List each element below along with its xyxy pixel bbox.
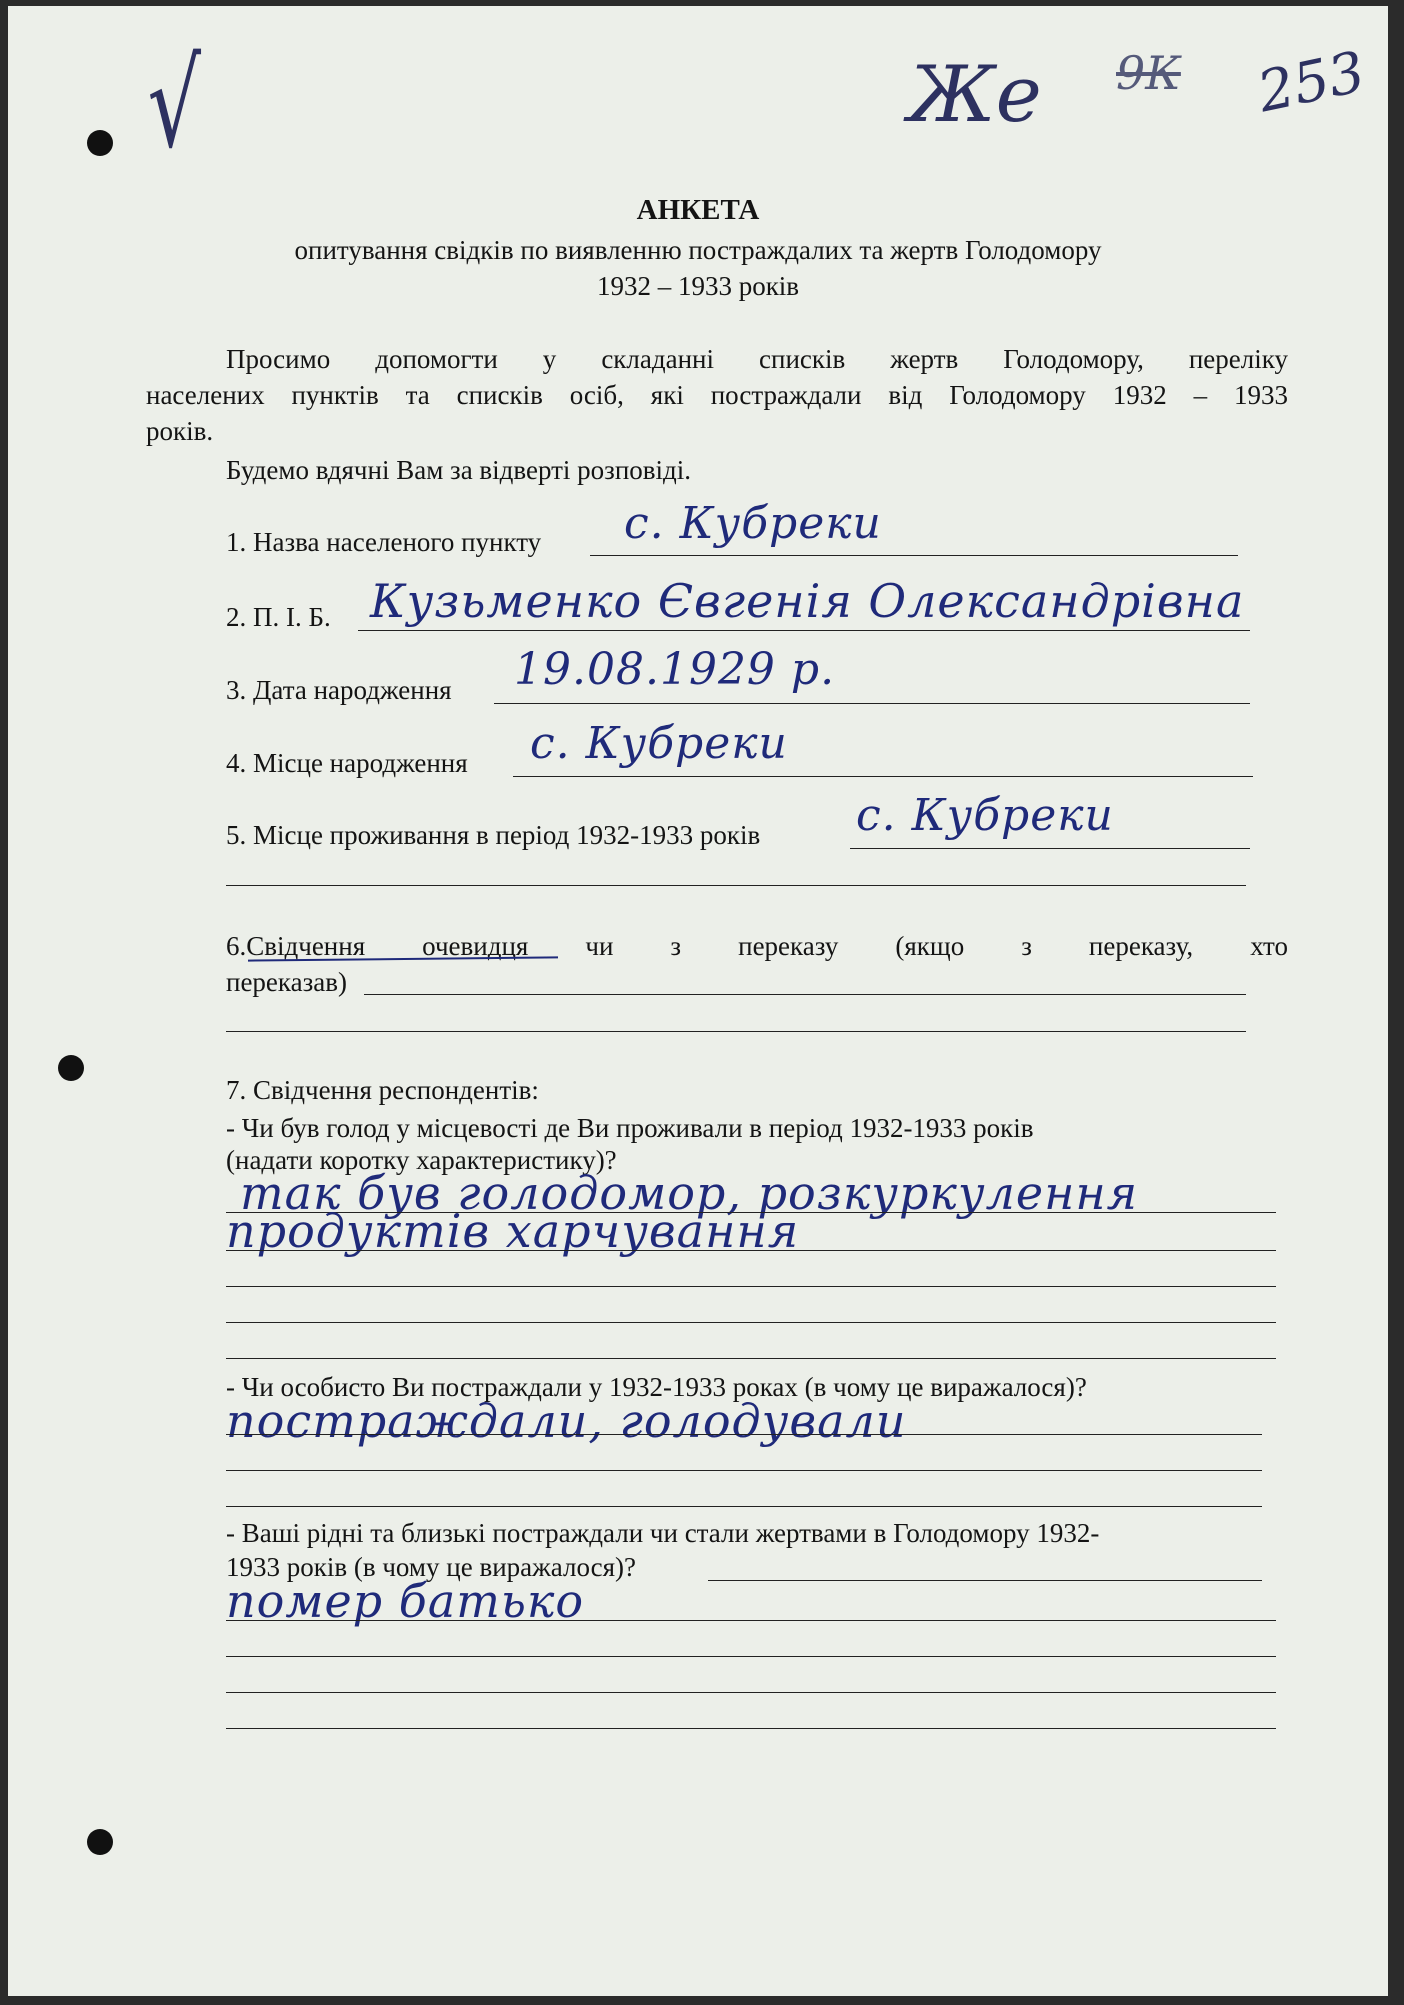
q7b-line-2 xyxy=(226,1470,1262,1471)
q7-heading: 7. Свідчення респондентів: xyxy=(226,1075,539,1105)
thanks-text: Будемо вдячні Вам за відверті розповіді. xyxy=(226,455,692,485)
form-title: АНКЕТА xyxy=(636,194,760,226)
q7b-answer: постраждали, голодували xyxy=(226,1394,907,1448)
q5-answer: с. Кубреки xyxy=(856,790,1114,841)
q7c-line-1 xyxy=(226,1620,1276,1621)
q7a-line-4 xyxy=(226,1322,1276,1323)
archive-code: Же xyxy=(908,50,1042,140)
q7a-answer-2: продуктів харчування xyxy=(226,1204,800,1258)
q7c-answer: помер батько xyxy=(226,1574,585,1628)
q2-answer: Кузьменко Євгенія Олександрівна xyxy=(370,574,1245,628)
q2-line xyxy=(358,630,1250,631)
q7a-question-2: (надати коротку характеристику)? xyxy=(226,1145,617,1175)
q4-label: 4. Місце народження xyxy=(226,748,468,778)
crossed-code: 9К xyxy=(1116,46,1181,100)
punch-hole-middle xyxy=(58,1055,84,1081)
q5-line-2 xyxy=(226,885,1246,886)
intro-line-2: населених пунктів та списків осіб, які постраждали від Голодомору 1932 – 1933 xyxy=(146,380,1288,410)
form-subtitle: опитування свідків по виявленню постраждалих та жертв Голодомору xyxy=(294,235,1102,265)
q2-label: 2. П. І. Б. xyxy=(226,602,331,632)
q3-line xyxy=(494,703,1250,704)
sheet-number: 253 xyxy=(1252,39,1371,126)
q7b-line-1 xyxy=(226,1434,1262,1435)
q4-answer: с. Кубреки xyxy=(530,718,788,769)
q7b-question: - Чи особисто Ви постраждали у 1932-1933 роках (в чому це виражалося)? xyxy=(226,1372,1087,1402)
questionnaire-sheet xyxy=(8,6,1388,1996)
q7c-question-1: - Ваші рідні та близькі постраждали чи стали жертвами в Голодомору 1932- xyxy=(226,1518,1100,1548)
q7c-line-2 xyxy=(226,1656,1276,1657)
q5-label: 5. Місце проживання в період 1932-1933 років xyxy=(226,820,761,850)
q3-answer: 19.08.1929 р. xyxy=(514,644,836,695)
form-subtitle-years: 1932 – 1933 років xyxy=(596,271,800,301)
q7c-question-2: 1933 років (в чому це виражалося)? xyxy=(226,1552,637,1582)
punch-hole-top xyxy=(87,130,113,156)
q3-label: 3. Дата народження xyxy=(226,675,452,705)
punch-hole-bottom xyxy=(87,1829,113,1855)
q6-line xyxy=(364,994,1246,995)
q7a-line-5 xyxy=(226,1358,1276,1359)
intro-line-1: Просимо допомогти у складанні списків жертв Голодомору, переліку xyxy=(226,344,1288,374)
q4-line xyxy=(513,776,1253,777)
q7c-line-0 xyxy=(708,1580,1262,1581)
q1-line xyxy=(590,555,1238,556)
check-mark: √ xyxy=(147,36,201,175)
q7a-line-3 xyxy=(226,1286,1276,1287)
q7b-line-3 xyxy=(226,1506,1262,1507)
q6-line-2: переказав) xyxy=(226,967,347,997)
intro-line-3: років. xyxy=(146,416,214,446)
q1-label: 1. Назва населеного пункту xyxy=(226,527,542,557)
q7a-answer-1: так був голодомор, розкуркулення xyxy=(240,1166,1139,1220)
q7a-question-1: - Чи був голод у місцевості де Ви проживали в період 1932-1933 років xyxy=(226,1113,1034,1143)
q6-line-1: 6.Свідчення очевидця чи з переказу (якщо з переказу, хто xyxy=(226,931,1288,961)
q1-answer: с. Кубреки xyxy=(624,498,882,549)
q5-line xyxy=(850,848,1250,849)
q6-line-2-rule xyxy=(226,1031,1246,1032)
q7c-line-3 xyxy=(226,1692,1276,1693)
q7a-line-2 xyxy=(226,1250,1276,1251)
q7c-line-4 xyxy=(226,1728,1276,1729)
